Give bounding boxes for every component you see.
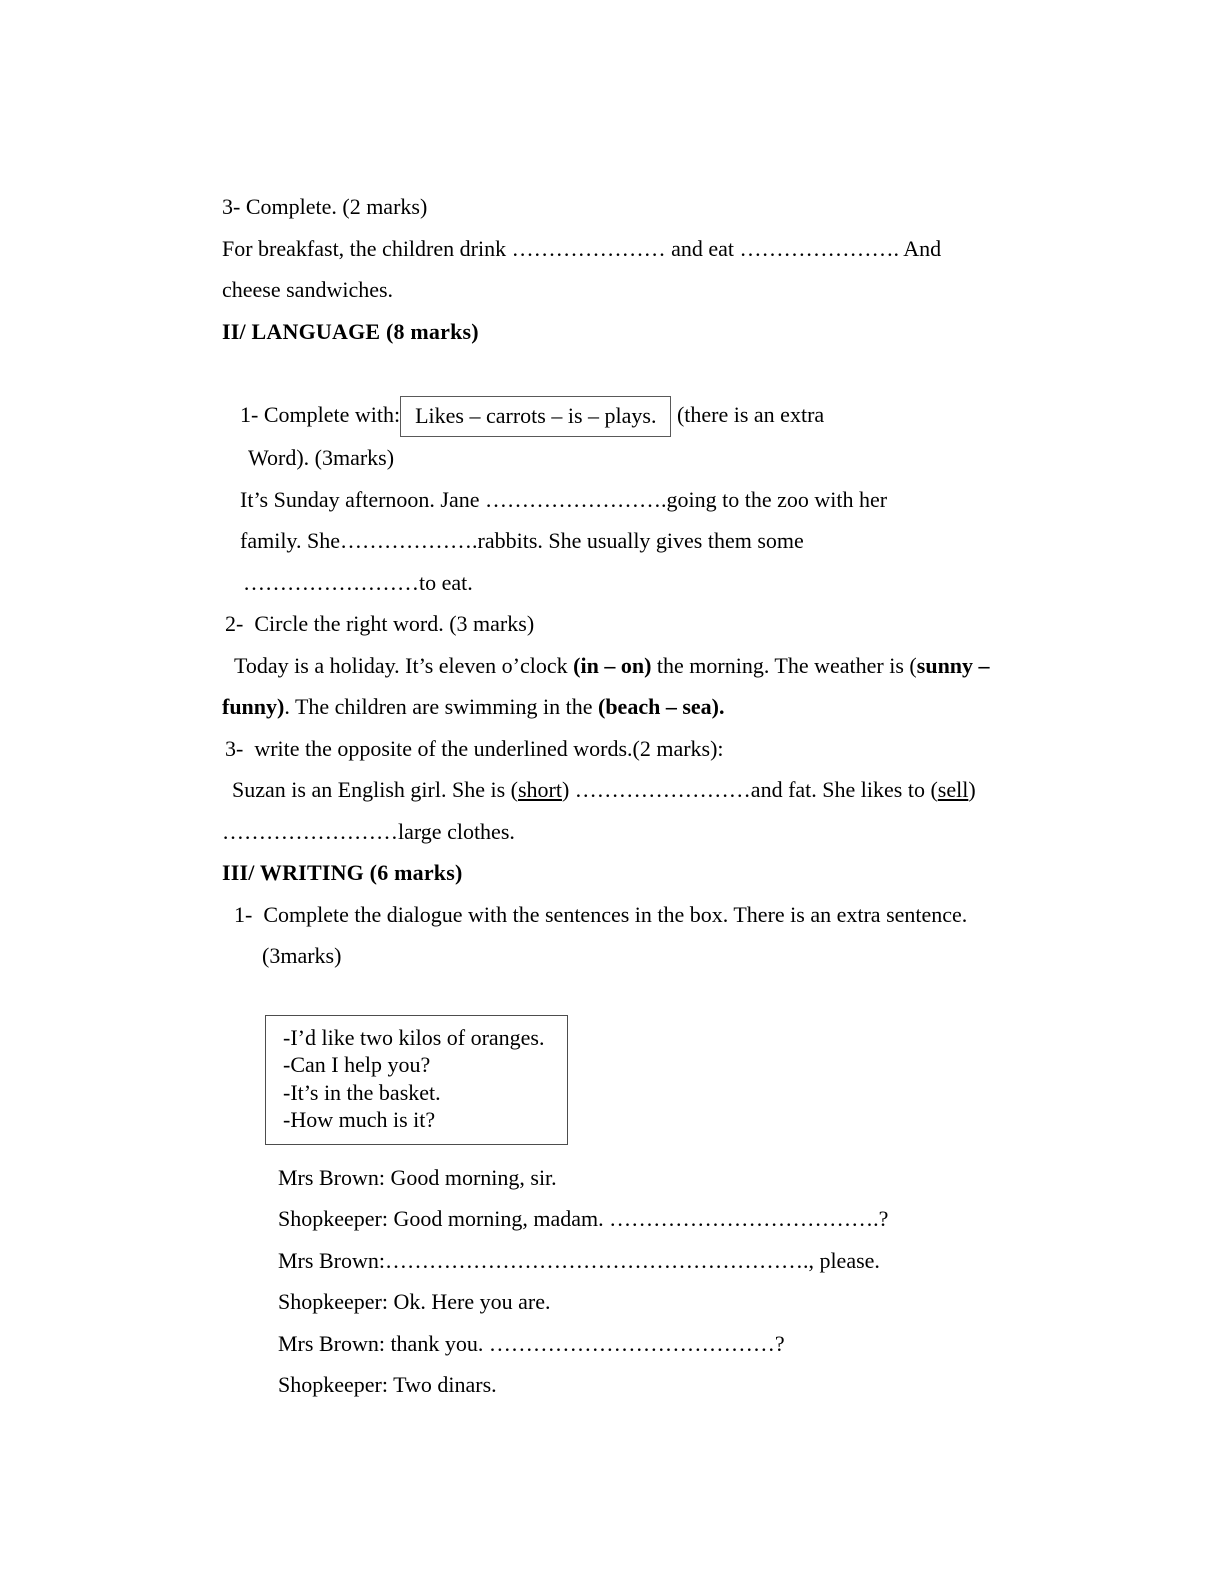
q2-choice-sunny: sunny – — [916, 652, 990, 678]
language-q1-text-line2: family. She……………….rabbits. She usually gives them some — [240, 528, 804, 554]
sentence-box-item: -I’d like two kilos of oranges. — [283, 1024, 545, 1050]
sentence-box-item: -It’s in the basket. — [283, 1079, 441, 1105]
blank-space — [0, 1145, 1224, 1157]
q3-underlined-sell: sell — [937, 777, 969, 803]
language-q1-text-line3: ……………………to eat. — [243, 569, 473, 595]
q3-regular-text: ) — [968, 777, 976, 803]
q2-choice-in-on: (in – on) — [573, 652, 652, 678]
language-q3-title: 3- write the opposite of the underlined words.(2 marks): — [225, 735, 724, 761]
language-q2-text-line2 — [222, 686, 1224, 728]
reading-q3-sentence-line2: cheese sandwiches. — [222, 277, 394, 302]
dialogue-line: Mrs Brown: Good morning, sir. — [278, 1164, 557, 1190]
language-q2-text-line1 — [234, 645, 1224, 687]
sentence-box-item: -Can I help you? — [283, 1052, 431, 1078]
writing-dialogue — [0, 1157, 1224, 1406]
q2-choice-funny: funny) — [222, 694, 285, 720]
language-q3-text-line1 — [232, 769, 1224, 811]
q3-regular-text: Suzan is an English girl. She is ( — [232, 777, 518, 803]
blank-line — [0, 352, 1224, 394]
dialogue-line: Shopkeeper: Good morning, madam. ……………………………….? — [278, 1206, 889, 1232]
q3-regular-text: ) ……………………and fat. She likes to ( — [561, 777, 938, 803]
dialogue-line: Shopkeeper: Two dinars. — [278, 1372, 497, 1398]
language-q2-title: 2- Circle the right word. (3 marks) — [225, 611, 535, 637]
q2-regular-text: . The children are swimming in the — [284, 694, 598, 720]
reading-q3-title: 3- Complete. (2 marks) — [222, 194, 428, 219]
language-section-heading: II/ LANGUAGE (8 marks) — [222, 318, 479, 344]
language-q1-text-line1: It’s Sunday afternoon. Jane …………………….going to the zoo with her — [240, 486, 888, 512]
language-q1-word-box: Likes – carrots – is – plays. — [400, 396, 671, 438]
writing-section-heading: III/ WRITING (6 marks) — [222, 860, 463, 886]
sentence-box-item: -How much is it? — [283, 1107, 436, 1133]
reading-q3-sentence-line1: For breakfast, the children drink ………………… and eat …………………. And — [222, 235, 942, 261]
dialogue-line: Mrs Brown:…………………………………………………., please. — [278, 1247, 880, 1273]
language-q1-instruction-line — [240, 394, 1224, 438]
language-q1-prefix: 1- Complete with: — [240, 401, 401, 427]
dialogue-line: Shopkeeper: Ok. Here you are. — [278, 1289, 551, 1315]
writing-q1-title: 1- Complete the dialogue with the sentences in the box. There is an extra sentence. — [234, 901, 968, 927]
q3-underlined-short: short — [517, 777, 562, 803]
q2-regular-text: the morning. The weather is ( — [651, 652, 917, 678]
writing-q1-marks: (3marks) — [262, 943, 342, 969]
dialogue-line: Mrs Brown: thank you. …………………………………? — [278, 1330, 785, 1356]
writing-sentence-box — [265, 1015, 568, 1145]
q2-regular-text: Today is a holiday. It’s eleven o’clock — [234, 652, 574, 678]
blank-space — [0, 977, 1224, 1015]
language-q3-text-line2: ……………………large clothes. — [222, 818, 515, 844]
q2-choice-beach-sea: (beach – sea). — [598, 694, 725, 720]
language-q1-instruction-wrap: Word). (3marks) — [248, 445, 395, 471]
language-q1-suffix: (there is an extra — [671, 401, 825, 427]
